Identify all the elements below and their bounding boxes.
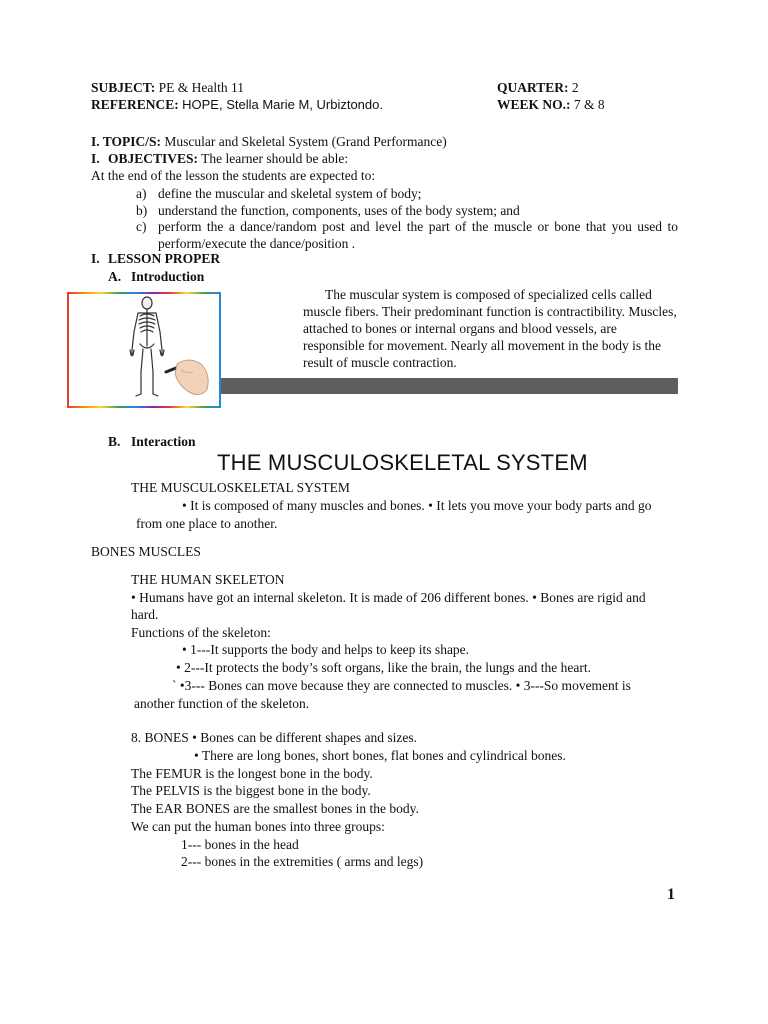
objectives-heading: [108, 150, 348, 167]
skeleton-illustration: [67, 292, 221, 408]
subject-value: PE & Health 11: [158, 80, 245, 95]
bone-group-1: 1--- bones in the head: [181, 837, 299, 852]
lesson-proper-heading: [108, 250, 220, 267]
objectives-line: [91, 150, 100, 167]
human-skeleton-heading: THE HUMAN SKELETON: [131, 572, 285, 587]
function-2: • 2---It protects the body’s soft organs, like the brain, the lungs and the heart.: [176, 660, 591, 675]
lesson-proper-label: LESSON PROPER: [108, 251, 221, 266]
introduction-heading: [131, 268, 204, 285]
function-1: • 1---It supports the body and helps to keep its shape.: [182, 642, 470, 657]
objective-marker-c: c): [136, 219, 147, 234]
topic-value: Muscular and Skeletal System (Grand Performance): [164, 134, 447, 149]
introduction-heading-text: Introduction: [131, 269, 205, 284]
objective-marker-b: b): [136, 203, 148, 218]
introduction-marker: [108, 268, 121, 285]
pelvis-fact: The PELVIS is the biggest bone in the body.: [131, 783, 371, 798]
section-divider-bar: [221, 378, 678, 394]
femur-fact: The FEMUR is the longest bone in the body.: [131, 766, 373, 781]
subject-line: [91, 79, 244, 96]
interaction-heading: [131, 433, 196, 450]
introduction-paragraph: The muscular system is composed of specialized cells called muscle fibers. Their predominant function is contractibility. Muscles, attached to bones or internal organs and blood vessels, are responsible for movement. Nearly all movement in the body is the result of muscle contraction.: [303, 287, 677, 370]
hand-drawing: [166, 360, 208, 395]
objective-text-a: define the muscular and skeletal system of body;: [158, 186, 422, 201]
quarter-label: QUARTER:: [497, 80, 569, 95]
objectives-label: OBJECTIVES:: [108, 151, 199, 166]
quarter-value: 2: [571, 80, 579, 95]
page-number: 1: [667, 886, 675, 903]
musculoskeletal-bullet-line-1: • It is composed of many muscles and bones. • It lets you move your body parts and go: [182, 498, 652, 513]
topic-line: [91, 133, 447, 150]
objective-marker-a: a): [136, 186, 147, 201]
musculoskeletal-title: THE MUSCULOSKELETAL SYSTEM: [217, 450, 588, 475]
week-label: WEEK NO.:: [497, 97, 571, 112]
interaction-marker: [108, 433, 120, 450]
bone-groups-intro: We can put the human bones into three groups:: [131, 819, 385, 834]
lesson-proper-number: [91, 250, 100, 267]
interaction-marker-text: B.: [108, 434, 121, 449]
reference-label: REFERENCE:: [91, 97, 179, 112]
bones-types: • There are long bones, short bones, flat bones and cylindrical bones.: [194, 748, 566, 763]
quarter-line: [497, 79, 579, 96]
week-line: [497, 96, 605, 113]
functions-heading: Functions of the skeleton:: [131, 625, 271, 640]
reference-line: [91, 96, 383, 113]
lesson-proper-number-text: I.: [91, 251, 100, 266]
objectives-intro: At the end of the lesson the students are expected to:: [91, 168, 376, 183]
ear-bones-fact: The EAR BONES are the smallest bones in the body.: [131, 801, 419, 816]
bones-heading: 8. BONES • Bones can be different shapes and sizes.: [131, 730, 418, 745]
interaction-heading-text: Interaction: [131, 434, 196, 449]
function-3-line-1: ` •3--- Bones can move because they are connected to muscles. • 3---So movement is: [172, 678, 631, 693]
objective-text-b: understand the function, components, uses of the body system; and: [158, 203, 520, 218]
subject-label: SUBJECT:: [91, 80, 156, 95]
objectives-number: I.: [91, 151, 100, 166]
function-3-line-2: another function of the skeleton.: [134, 696, 310, 711]
bones-muscles-label: BONES MUSCLES: [91, 544, 201, 559]
introduction-marker-text: A.: [108, 269, 122, 284]
reference-value: HOPE, Stella Marie M, Urbiztondo.: [182, 97, 383, 112]
musculoskeletal-bullet-line-2: from one place to another.: [136, 516, 278, 531]
skeleton-drawing: [69, 294, 219, 406]
objective-text-c: perform the a dance/random post and level the part of the muscle or bone that you used to perform/execute the dance/position .: [158, 219, 678, 251]
bone-group-2: 2--- bones in the extremities ( arms and legs): [181, 854, 424, 869]
objectives-value: The learner should be able:: [201, 151, 349, 166]
musculoskeletal-subtitle: THE MUSCULOSKELETAL SYSTEM: [131, 480, 350, 495]
week-value: 7 & 8: [573, 97, 605, 112]
topic-label: I. TOPIC/S:: [91, 134, 162, 149]
human-skeleton-text: • Humans have got an internal skeleton. It is made of 206 different bones. • Bones are rigid and hard.: [131, 590, 646, 622]
